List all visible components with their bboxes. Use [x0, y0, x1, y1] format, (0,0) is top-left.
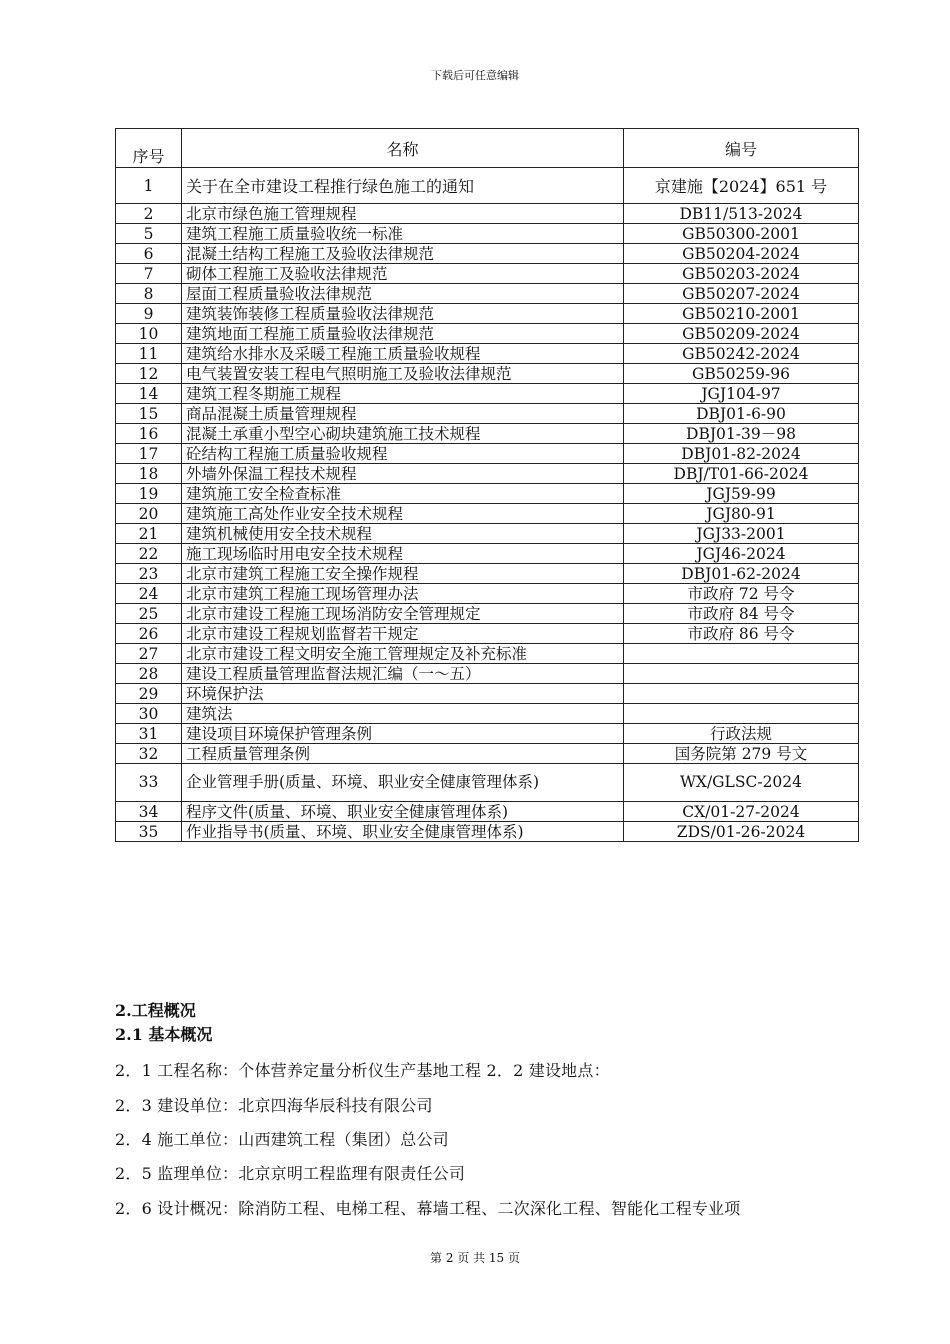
cell-seq: 18: [116, 464, 182, 484]
table-row: [116, 644, 859, 664]
cell-name: 环境保护法: [182, 684, 624, 704]
cell-name: 建筑给水排水及采暖工程施工质量验收规程: [182, 344, 624, 364]
cell-seq: 1: [116, 168, 182, 204]
cell-seq: 21: [116, 524, 182, 544]
cell-seq: 12: [116, 364, 182, 384]
cell-code: DBJ01-6-90: [624, 404, 859, 424]
cell-code: JGJ46-2024: [624, 544, 859, 564]
cell-code: ZDS/01-26-2024: [624, 822, 859, 842]
cell-name: 建筑法: [182, 704, 624, 724]
cell-name: 建筑施工高处作业安全技术规程: [182, 504, 624, 524]
cell-seq: 7: [116, 264, 182, 284]
cell-code: [624, 684, 859, 704]
table-row: [116, 264, 859, 284]
cell-name: 砼结构工程施工质量验收规程: [182, 444, 624, 464]
cell-seq: 15: [116, 404, 182, 424]
cell-name: 建筑工程施工质量验收统一标准: [182, 224, 624, 244]
subsection-heading: 2.1 基本概况: [115, 1025, 213, 1044]
cell-seq: 20: [116, 504, 182, 524]
cell-code: 京建施【2024】651 号: [624, 168, 859, 204]
cell-name: 北京市建筑工程施工现场管理办法: [182, 584, 624, 604]
table-row: [116, 168, 859, 204]
cell-seq: 29: [116, 684, 182, 704]
table-row: [116, 224, 859, 244]
cell-name: 混凝土承重小型空心砌块建筑施工技术规程: [182, 424, 624, 444]
cell-name: 北京市建设工程规划监督若干规定: [182, 624, 624, 644]
cell-name: 混凝土结构工程施工及验收法律规范: [182, 244, 624, 264]
cell-seq: 35: [116, 822, 182, 842]
cell-seq: 8: [116, 284, 182, 304]
cell-code: JGJ80-91: [624, 504, 859, 524]
cell-name: 程序文件(质量、环境、职业安全健康管理体系): [182, 802, 624, 822]
cell-name: 北京市建设工程施工现场消防安全管理规定: [182, 604, 624, 624]
cell-code: WX/GLSC-2024: [624, 764, 859, 802]
cell-code: JGJ33-2001: [624, 524, 859, 544]
cell-name: 建筑施工安全检查标准: [182, 484, 624, 504]
cell-code: DBJ01-62-2024: [624, 564, 859, 584]
cell-name: 北京市建设工程文明安全施工管理规定及补充标准: [182, 644, 624, 664]
cell-name: 关于在全市建设工程推行绿色施工的通知: [182, 168, 624, 204]
table-row: [116, 504, 859, 524]
cell-name: 作业指导书(质量、环境、职业安全健康管理体系): [182, 822, 624, 842]
cell-seq: 14: [116, 384, 182, 404]
section-heading: 2.工程概况: [115, 1001, 196, 1020]
cell-code: 行政法规: [624, 724, 859, 744]
cell-code: [624, 704, 859, 724]
cell-seq: 17: [116, 444, 182, 464]
cell-code: JGJ104-97: [624, 384, 859, 404]
cell-seq: 11: [116, 344, 182, 364]
table-row: [116, 384, 859, 404]
standards-table: [115, 128, 859, 842]
table-body: [116, 168, 859, 842]
cell-name: 工程质量管理条例: [182, 744, 624, 764]
page-header: 下载后可任意编辑: [431, 69, 519, 82]
table-row: [116, 744, 859, 764]
cell-code: DB11/513-2024: [624, 204, 859, 224]
cell-seq: 22: [116, 544, 182, 564]
table-row: [116, 464, 859, 484]
cell-seq: 32: [116, 744, 182, 764]
project-info-line: 2．1 工程名称：个体营养定量分析仪生产基地工程 2．2 建设地点：: [115, 1061, 610, 1080]
cell-code: JGJ59-99: [624, 484, 859, 504]
table-row: [116, 724, 859, 744]
table-row: [116, 404, 859, 424]
cell-code: GB50300-2001: [624, 224, 859, 244]
cell-seq: 16: [116, 424, 182, 444]
project-info-line: 2．5 监理单位：北京京明工程监理有限责任公司: [115, 1164, 466, 1183]
project-info-line: 2．6 设计概况：除消防工程、电梯工程、幕墙工程、二次深化工程、智能化工程专业项: [115, 1199, 741, 1218]
project-info-line: 2．3 建设单位：北京四海华辰科技有限公司: [115, 1096, 433, 1115]
cell-code: GB50204-2024: [624, 244, 859, 264]
cell-name: 砌体工程施工及验收法律规范: [182, 264, 624, 284]
header-code: 编号: [624, 129, 859, 168]
cell-seq: 28: [116, 664, 182, 684]
cell-name: 企业管理手册(质量、环境、职业安全健康管理体系): [182, 764, 624, 802]
table-row: [116, 684, 859, 704]
cell-code: GB50203-2024: [624, 264, 859, 284]
cell-seq: 24: [116, 584, 182, 604]
table-row: [116, 822, 859, 842]
header-name: 名称: [182, 129, 624, 168]
cell-seq: 19: [116, 484, 182, 504]
table-row: [116, 444, 859, 464]
cell-seq: 2: [116, 204, 182, 224]
cell-seq: 25: [116, 604, 182, 624]
cell-code: GB50259-96: [624, 364, 859, 384]
cell-code: DBJ01-82-2024: [624, 444, 859, 464]
table-row: [116, 244, 859, 264]
table-row: [116, 424, 859, 444]
cell-name: 建设项目环境保护管理条例: [182, 724, 624, 744]
cell-code: GB50209-2024: [624, 324, 859, 344]
table-row: [116, 704, 859, 724]
table-row: [116, 664, 859, 684]
cell-code: 市政府 72 号令: [624, 584, 859, 604]
cell-code: DBJ01-39－98: [624, 424, 859, 444]
cell-code: GB50210-2001: [624, 304, 859, 324]
cell-name: 外墙外保温工程技术规程: [182, 464, 624, 484]
table-row: [116, 564, 859, 584]
page-footer: 第 2 页 共 15 页: [430, 1251, 520, 1265]
cell-code: GB50242-2024: [624, 344, 859, 364]
cell-name: 建筑装饰装修工程质量验收法律规范: [182, 304, 624, 324]
cell-code: 市政府 84 号令: [624, 604, 859, 624]
cell-code: DBJ/T01-66-2024: [624, 464, 859, 484]
cell-name: 建筑机械使用安全技术规程: [182, 524, 624, 544]
cell-seq: 9: [116, 304, 182, 324]
table-row: [116, 624, 859, 644]
cell-name: 北京市建筑工程施工安全操作规程: [182, 564, 624, 584]
table-row: [116, 204, 859, 224]
table-row: [116, 304, 859, 324]
cell-code: [624, 664, 859, 684]
header-seq: 序号: [116, 129, 182, 168]
table-row: [116, 284, 859, 304]
project-info-line: 2．4 施工单位：山西建筑工程（集团）总公司: [115, 1130, 449, 1149]
table-row: [116, 584, 859, 604]
cell-code: GB50207-2024: [624, 284, 859, 304]
table-row: [116, 324, 859, 344]
cell-seq: 26: [116, 624, 182, 644]
cell-name: 商品混凝土质量管理规程: [182, 404, 624, 424]
cell-name: 屋面工程质量验收法律规范: [182, 284, 624, 304]
cell-seq: 27: [116, 644, 182, 664]
cell-name: 北京市绿色施工管理规程: [182, 204, 624, 224]
cell-name: 建筑地面工程施工质量验收法律规范: [182, 324, 624, 344]
cell-code: 国务院第 279 号文: [624, 744, 859, 764]
cell-seq: 23: [116, 564, 182, 584]
cell-code: [624, 644, 859, 664]
table-row: [116, 524, 859, 544]
cell-name: 建筑工程冬期施工规程: [182, 384, 624, 404]
table-row: [116, 344, 859, 364]
table-row: [116, 764, 859, 802]
cell-seq: 10: [116, 324, 182, 344]
table-row: [116, 364, 859, 384]
cell-code: 市政府 86 号令: [624, 624, 859, 644]
table-row: [116, 484, 859, 504]
cell-seq: 31: [116, 724, 182, 744]
cell-seq: 5: [116, 224, 182, 244]
table-row: [116, 604, 859, 624]
cell-name: 电气装置安装工程电气照明施工及验收法律规范: [182, 364, 624, 384]
cell-seq: 30: [116, 704, 182, 724]
table-row: [116, 544, 859, 564]
cell-code: CX/01-27-2024: [624, 802, 859, 822]
cell-name: 施工现场临时用电安全技术规程: [182, 544, 624, 564]
cell-name: 建设工程质量管理监督法规汇编（一～五）: [182, 664, 624, 684]
table-row: [116, 802, 859, 822]
cell-seq: 33: [116, 764, 182, 802]
cell-seq: 6: [116, 244, 182, 264]
cell-seq: 34: [116, 802, 182, 822]
